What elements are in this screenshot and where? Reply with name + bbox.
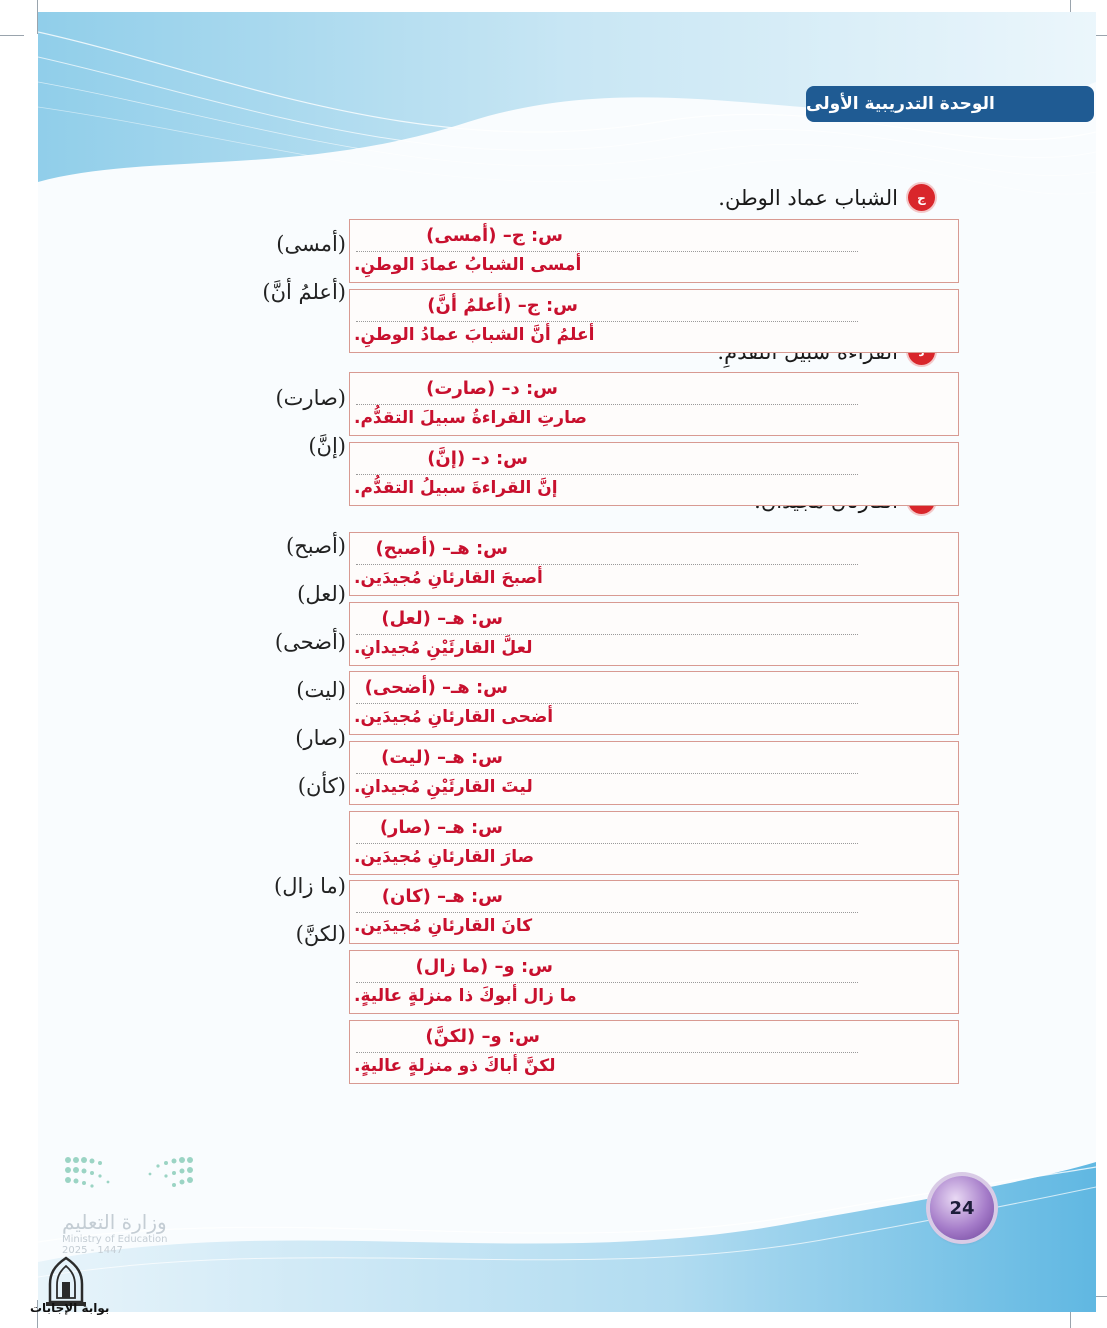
word-item: (صار)	[295, 726, 346, 750]
answer-sentence: صارَ القارئانِ مُجيدَين.	[354, 847, 535, 867]
portal-logo-icon	[40, 1254, 92, 1308]
ministry-name-ar: وزارة التعليم	[62, 1210, 167, 1234]
answer-box	[349, 811, 959, 875]
answer-question: س: و– (ما زال)	[415, 956, 553, 977]
answer-box	[349, 950, 959, 1014]
word-item: (كأن)	[297, 774, 346, 798]
answer-question: س: ج– (أمسى)	[426, 225, 563, 246]
word-item: (أعلمُ أنَّ)	[262, 280, 346, 304]
word-item: (إنَّ)	[308, 434, 346, 458]
answer-question: س: ج– (أعلمُ أنَّ)	[427, 295, 578, 316]
word-item: (ليت)	[296, 678, 346, 702]
crop-mark	[0, 35, 24, 36]
ministry-watermark	[62, 1210, 167, 1256]
ministry-name-en: Ministry of Education	[62, 1234, 168, 1245]
answer-box	[349, 372, 959, 436]
answer-question: س: د– (إنَّ)	[427, 448, 528, 469]
answer-box	[349, 289, 959, 353]
edition-year: 2025 - 1447	[62, 1245, 123, 1256]
unit-title-tab	[806, 86, 1094, 122]
top-wave-decoration	[38, 12, 1096, 232]
answer-question: س: د– (صارت)	[426, 378, 558, 399]
answer-question: س: هـ– (كان)	[381, 886, 503, 907]
word-item: (أضحى)	[274, 630, 346, 654]
answer-question: س: هـ– (أضحى)	[364, 677, 508, 698]
answer-sentence: صارتِ القراءةُ سبيلَ التقدُّم.	[354, 408, 587, 428]
portal-name: بوابة الإجابات	[30, 1301, 110, 1315]
answer-sentence: ليتَ القارئَيْنِ مُجيدانِ.	[354, 777, 533, 797]
answer-box	[349, 880, 959, 944]
word-item: (ما زال)	[274, 874, 346, 898]
answer-box	[349, 671, 959, 735]
answer-sentence: أمسى الشبابُ عمادَ الوطنِ.	[354, 255, 582, 275]
sentence-text: الشباب عماد الوطن.	[718, 185, 898, 210]
answer-box	[349, 219, 959, 283]
answer-sentence: أصبحَ القارئانِ مُجيدَين.	[354, 568, 543, 588]
answer-question: س: هـ– (ليت)	[381, 747, 503, 768]
answer-sentence: لكنَّ أباكَ ذو منزلةٍ عاليةٍ.	[354, 1056, 556, 1076]
answer-question: س: هـ– (صار)	[379, 817, 503, 838]
word-item: (صارت)	[275, 386, 346, 410]
word-item: (أمسى)	[276, 232, 346, 256]
answer-sentence: أعلمُ أنَّ الشبابَ عمادُ الوطنِ.	[354, 325, 595, 345]
answer-box	[349, 602, 959, 666]
answer-question: س: و– (لكنَّ)	[425, 1026, 540, 1047]
page-number-badge	[930, 1176, 994, 1240]
answer-sentence: أضحى القارئانِ مُجيدَين.	[354, 707, 554, 727]
answer-sentence: إنَّ القراءةَ سبيلُ التقدُّم.	[354, 478, 558, 498]
word-item: (لعل)	[297, 582, 346, 606]
answer-sentence: لعلَّ القارئَيْنِ مُجيدانِ.	[354, 638, 533, 658]
sentence-label-badge: ج	[908, 184, 935, 211]
page-number: 24	[949, 1197, 975, 1219]
answer-box	[349, 1020, 959, 1084]
answer-question: س: هـ– (لعل)	[381, 608, 503, 629]
answer-sentence: ما زال أبوكَ ذا منزلةٍ عاليةٍ.	[354, 986, 577, 1006]
ministry-logo-icon	[62, 1152, 202, 1212]
word-item: (لكنَّ)	[295, 922, 346, 946]
answer-question: س: هـ– (أصبح)	[375, 538, 508, 559]
answer-box	[349, 442, 959, 506]
sentence-c	[718, 184, 935, 211]
answer-box	[349, 532, 959, 596]
answer-box	[349, 741, 959, 805]
answer-sentence: كانَ القارئانِ مُجيدَين.	[354, 916, 533, 936]
unit-title: الوحدة التدريبية الأولى	[806, 94, 995, 114]
word-item: (أصبح)	[286, 534, 346, 558]
